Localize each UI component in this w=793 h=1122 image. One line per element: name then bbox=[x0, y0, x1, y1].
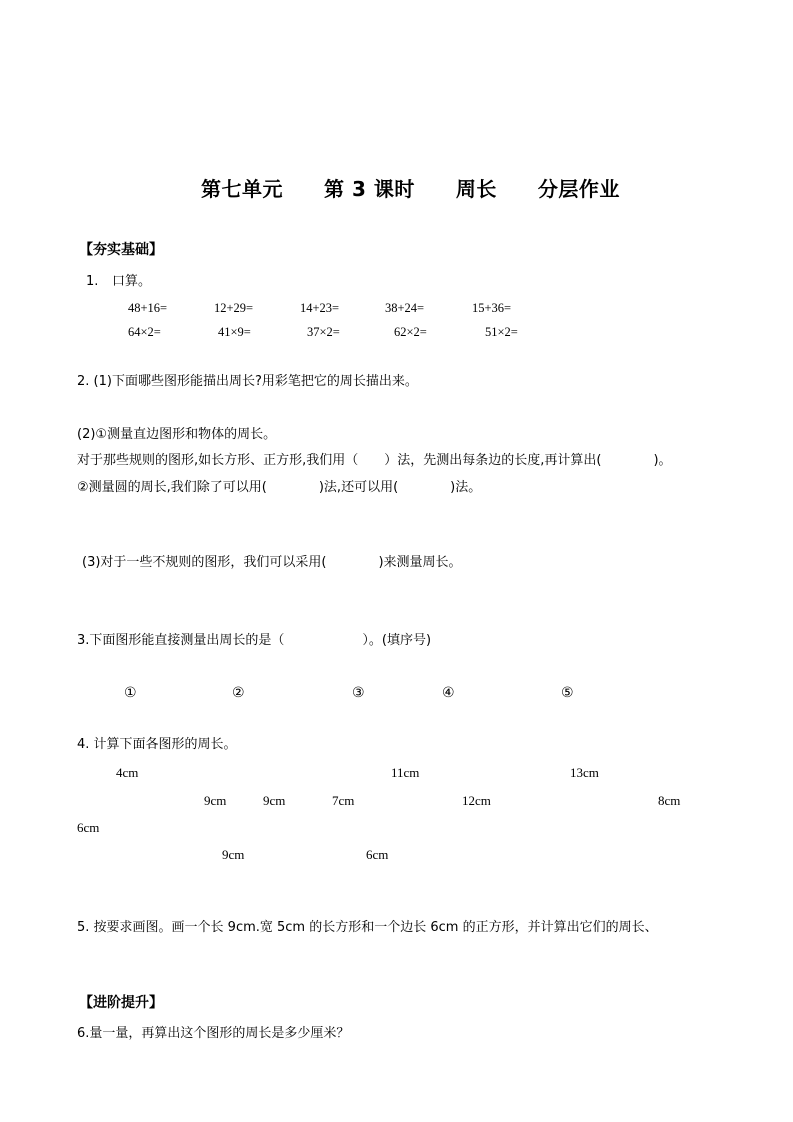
mental-math-item: 48+16= bbox=[128, 301, 168, 315]
mental-math-item: 12+29= bbox=[214, 301, 254, 315]
section-advanced-heading: 【进阶提升】 bbox=[79, 995, 163, 1011]
question-6-prompt: 6.量一量，再算出这个图形的周长是多少厘米？ bbox=[77, 1026, 350, 1041]
mental-math-item: 62×2= bbox=[394, 325, 427, 339]
measurement-label: 11cm bbox=[391, 765, 420, 780]
measurement-label: 7cm bbox=[332, 793, 355, 808]
mental-math-item: 38+24= bbox=[385, 301, 425, 315]
measurement-label: 9cm bbox=[222, 847, 245, 862]
measurement-label: 9cm bbox=[204, 793, 227, 808]
question-3-prompt: 3.下面图形能直接测量出周长的是（ ）。(填序号) bbox=[77, 633, 432, 648]
measurement-label: 12cm bbox=[462, 793, 491, 808]
question-2-part-1: 2. (1)下面哪些图形能描出周长?用彩笔把它的周长描出来。 bbox=[77, 374, 418, 389]
mental-math-item: 64×2= bbox=[128, 325, 161, 339]
mental-math-item: 41×9= bbox=[218, 325, 251, 339]
shape-option-2: ② bbox=[232, 685, 245, 701]
question-2-part-3: (3)对于一些不规则的图形，我们可以采用( )来测量周长。 bbox=[82, 555, 462, 570]
mental-math-item: 15+36= bbox=[472, 301, 512, 315]
shape-option-3: ③ bbox=[352, 685, 365, 701]
mental-math-item: 37×2= bbox=[307, 325, 340, 339]
measurement-label: 9cm bbox=[263, 793, 286, 808]
shape-option-1: ① bbox=[124, 685, 137, 701]
question-1-label: 口算。 bbox=[112, 274, 152, 289]
question-5-prompt: 5. 按要求画图。画一个长 9cm.宽 5cm 的长方形和一个边长 6cm 的正方形，并计算出它们的周长、 bbox=[77, 920, 658, 935]
measurement-label: 6cm bbox=[77, 820, 100, 835]
shape-option-5: ⑤ bbox=[561, 685, 574, 701]
question-4-prompt: 4. 计算下面各图形的周长。 bbox=[77, 737, 237, 752]
mental-math-item: 51×2= bbox=[485, 325, 518, 339]
measurement-label: 4cm bbox=[116, 765, 139, 780]
mental-math-item: 14+23= bbox=[300, 301, 340, 315]
measurement-label: 13cm bbox=[570, 765, 599, 780]
question-1-number: 1. bbox=[86, 274, 99, 289]
page-title: 第七单元 第 3 课时 周长 分层作业 bbox=[201, 177, 620, 201]
question-2-part-2-title: (2)①测量直边图形和物体的周长。 bbox=[77, 427, 277, 442]
measurement-label: 8cm bbox=[658, 793, 681, 808]
measurement-label: 6cm bbox=[366, 847, 389, 862]
section-basic-heading: 【夯实基础】 bbox=[79, 242, 163, 258]
shape-option-4: ④ bbox=[442, 685, 455, 701]
question-2-part-2-line-1: 对于那些规则的图形,如长方形、正方形,我们用（ ）法，先测出每条边的长度,再计算出( )。 bbox=[77, 453, 672, 468]
question-2-part-2-line-2: ②测量圆的周长,我们除了可以用( )法,还可以用( )法。 bbox=[77, 480, 482, 495]
